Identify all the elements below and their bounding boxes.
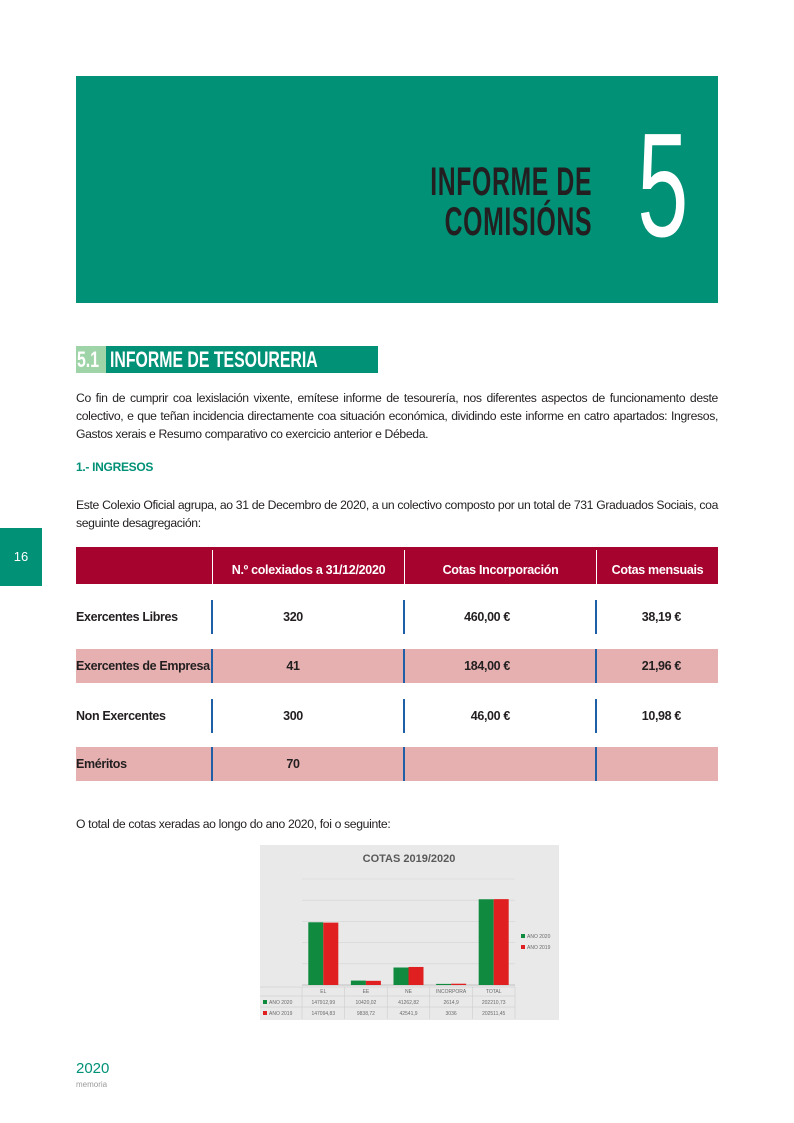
column-separator	[595, 747, 597, 781]
chapter-number: 5	[636, 103, 688, 268]
bar-total-ano-2019	[494, 899, 509, 985]
bar-total-ano-2020	[479, 899, 494, 985]
section-title: INFORME DE TESOURERIA	[110, 347, 318, 372]
table-header-monthly: Cotas mensuais	[611, 563, 704, 577]
row-count: 70	[286, 757, 300, 771]
bar-el-ano-2019	[323, 923, 338, 985]
legend-label: ANO 2020	[527, 934, 551, 940]
data-label: 202511,45	[482, 1011, 506, 1017]
section-heading	[76, 346, 378, 373]
data-label: 10420,02	[355, 1000, 377, 1006]
category-label: TOTAL	[485, 989, 502, 995]
collective-paragraph: Este Colexio Oficial agrupa, ao 31 de Decembro de 2020, a un colectivo composto por un total de 731 Graduados Sociais, coa seguinte desagregación:	[76, 498, 718, 530]
bar-ne-ano-2019	[409, 967, 424, 985]
table-row	[76, 649, 718, 683]
category-label: EE	[362, 989, 370, 995]
bar-ee-ano-2019	[366, 981, 381, 985]
row-incorporation	[406, 747, 510, 781]
footer-year: 2020	[76, 1060, 110, 1077]
row-label: Exercentes Libres	[76, 610, 178, 624]
column-separator	[403, 699, 405, 733]
table-row	[76, 747, 718, 781]
bar-incorpora-ano-2020	[436, 984, 451, 985]
bar-ee-ano-2020	[351, 981, 366, 985]
data-label: 202210,73	[481, 1000, 506, 1006]
row-monthly: 38,19 €	[641, 610, 681, 624]
data-label: 9838,72	[356, 1011, 375, 1017]
row-incorporation: 460,00 €	[464, 610, 510, 624]
column-separator	[403, 747, 405, 781]
intro-paragraph: Co fin de cumprir coa lexislación vixente, emítese informe de tesourería, nos diferentes aspectos de funcionamento deste colectivo, e que teñan incidencia directamente coa situación económica, dividindo este informe en catro apartados: Ingresos, Gastos xerais e Resumo comparativo co exercicio anterior e Débeda.	[76, 391, 718, 441]
table-legend-label: ANO 2019	[269, 1011, 293, 1017]
row-count: 41	[286, 659, 300, 673]
row-incorporation: 46,00 €	[470, 709, 510, 723]
column-separator	[403, 649, 405, 683]
data-label: 147094,83	[311, 1011, 336, 1017]
bar-incorpora-ano-2019	[451, 984, 466, 985]
legend-swatch	[521, 945, 525, 949]
row-label: Non Exercentes	[76, 709, 166, 723]
row-monthly: 10,98 €	[641, 709, 681, 723]
data-label: 3036	[445, 1011, 457, 1017]
chapter-title-line-2: COMISIÓNS	[444, 200, 592, 244]
row-label: Exercentes de Empresa	[76, 659, 210, 673]
column-separator	[595, 600, 597, 634]
table-legend-label: ANO 2020	[269, 1000, 293, 1006]
subsection-title: 1.- INGRESOS	[76, 460, 154, 474]
section-number: 5.1	[76, 346, 106, 373]
table-legend-swatch	[263, 1011, 267, 1015]
chart-title: COTAS 2019/2020	[362, 853, 456, 865]
data-label: 2614,9	[443, 1000, 459, 1006]
column-separator	[595, 699, 597, 733]
row-incorporation: 184,00 €	[464, 659, 510, 673]
footer-label: memoria	[76, 1080, 108, 1089]
table-header	[76, 547, 718, 584]
table-header-label	[76, 547, 211, 584]
data-label: 147912,99	[311, 1000, 336, 1006]
column-separator	[403, 600, 405, 634]
page-number-tab: 16	[0, 528, 42, 586]
chapter-banner	[76, 76, 718, 303]
cotas-chart	[260, 845, 559, 1020]
table-header-count: N.º colexiados a 31/12/2020	[231, 563, 386, 577]
legend-swatch	[521, 934, 525, 938]
bar-ne-ano-2020	[394, 968, 409, 985]
chapter-title-line-1: INFORME DE	[430, 160, 592, 204]
category-label: INCORPORA	[435, 989, 467, 995]
row-label: Eméritos	[76, 757, 127, 771]
bar-el-ano-2020	[308, 922, 323, 985]
legend-label: ANO 2019	[527, 945, 551, 951]
column-separator	[595, 649, 597, 683]
chapter-title	[430, 162, 592, 242]
chart-intro-paragraph: O total de cotas xeradas ao longo do ano 2020, foi o seguinte:	[76, 817, 391, 831]
row-monthly	[598, 747, 681, 781]
table-row	[76, 600, 718, 634]
chart-canvas	[260, 845, 559, 1020]
row-monthly: 21,96 €	[641, 659, 681, 673]
table-header-incorporation: Cotas Incorporación	[442, 563, 559, 577]
category-label: NE	[405, 989, 412, 995]
row-count: 320	[283, 610, 303, 624]
row-count: 300	[283, 709, 303, 723]
table-legend-swatch	[263, 1000, 267, 1004]
data-label: 42541,9	[399, 1011, 418, 1017]
table-row	[76, 699, 718, 733]
category-label: EL	[320, 989, 327, 995]
data-label: 41262,82	[398, 1000, 419, 1006]
